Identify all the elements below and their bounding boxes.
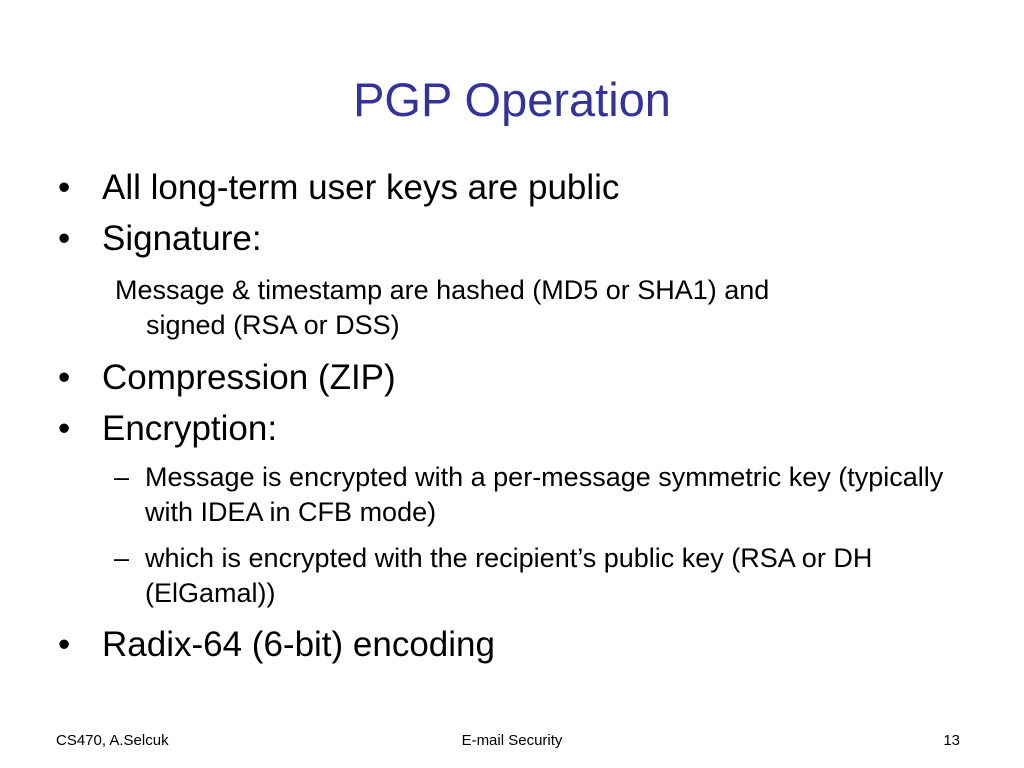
encryption-subitem-symmetric: [114, 460, 974, 530]
bullet-marker: •: [58, 219, 71, 258]
encryption-subitem-public-key: [114, 541, 974, 611]
footer-author: CS470, A.Selcuk: [56, 732, 169, 749]
subitem-text: which is encrypted with the recipient’s public key (RSA or DH (ElGamal)): [145, 543, 873, 608]
dash-marker: –: [114, 543, 130, 573]
signature-detail: [115, 273, 975, 343]
bullet-marker: •: [58, 625, 71, 664]
bullet-marker: •: [58, 409, 71, 448]
bullet-marker: •: [58, 168, 71, 207]
signature-detail-line1: Message & timestamp are hashed (MD5 or SHA1) and: [115, 275, 770, 305]
footer-topic: E-mail Security: [461, 732, 563, 749]
signature-detail-line2: signed (RSA or DSS): [146, 310, 400, 340]
bullet-marker: •: [58, 358, 71, 397]
dash-marker: –: [114, 462, 130, 492]
bullet-text: All long-term user keys are public: [102, 168, 620, 207]
bullet-text: Encryption:: [102, 409, 278, 448]
subitem-text: Message is encrypted with a per-message symmetric key (typically with IDEA in CFB mode): [145, 462, 944, 527]
bullet-text: Compression (ZIP): [102, 358, 396, 397]
bullet-text: Radix-64 (6-bit) encoding: [102, 625, 495, 664]
slide-number: 13: [943, 732, 960, 749]
slide-title: PGP Operation: [353, 73, 671, 126]
bullet-text: Signature:: [102, 219, 262, 258]
